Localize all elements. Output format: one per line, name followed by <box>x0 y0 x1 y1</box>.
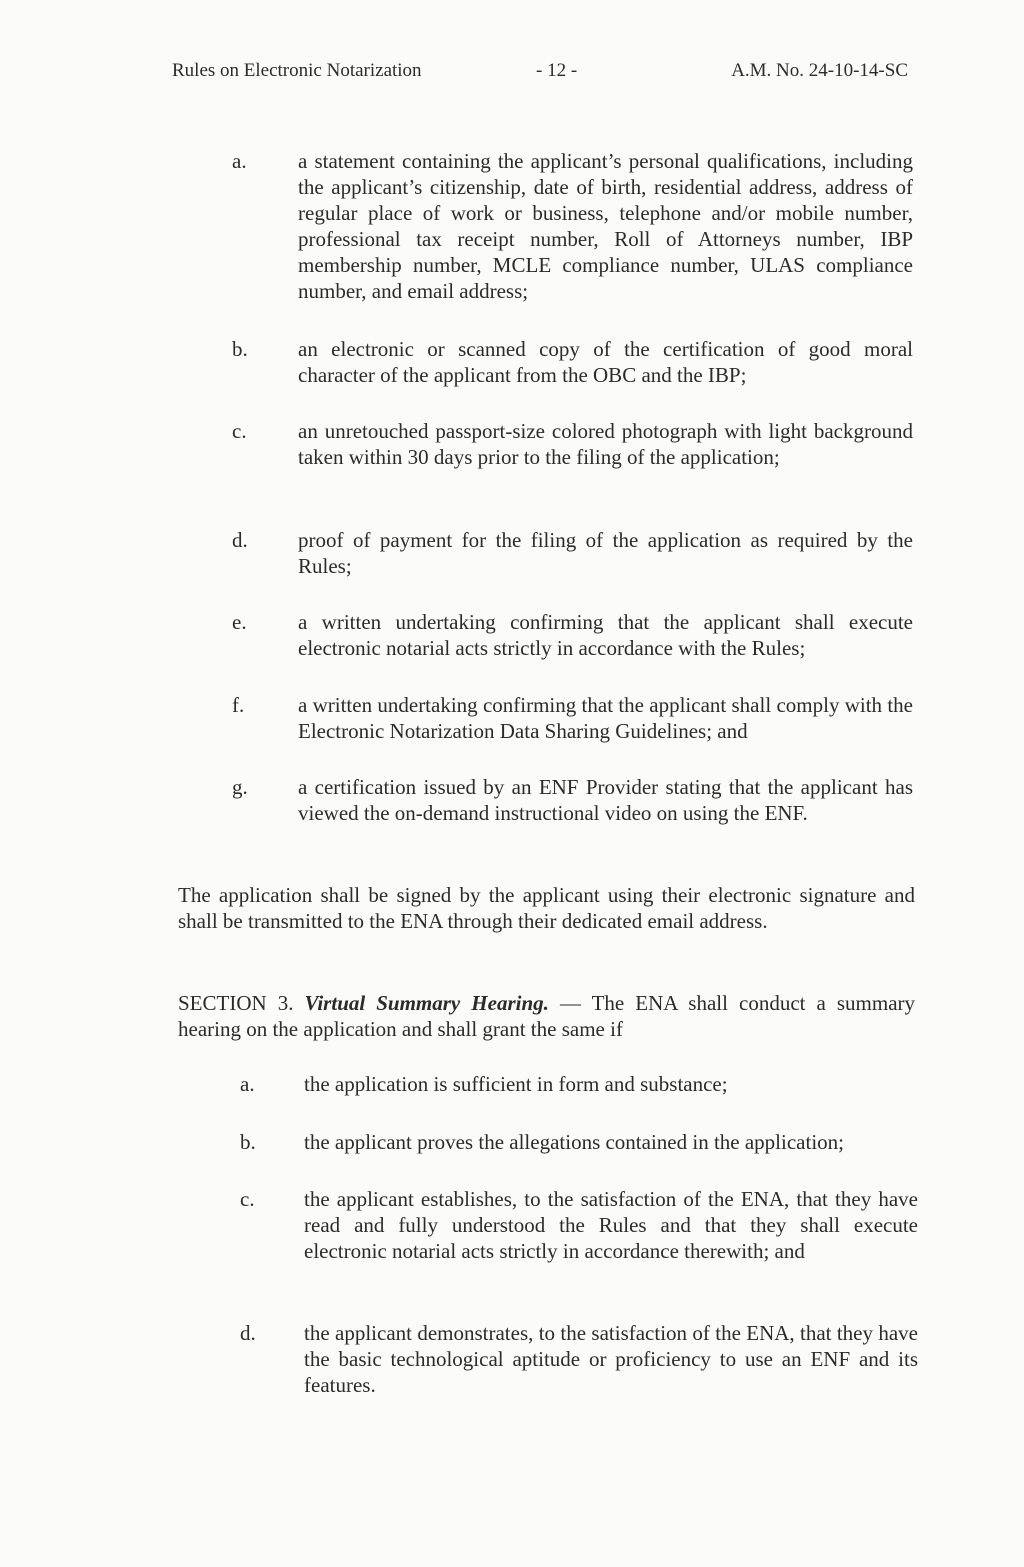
list-item <box>232 336 913 388</box>
list-item-text: the applicant proves the allegations contained in the application; <box>304 1130 844 1154</box>
list-item-text: a written undertaking confirming that the applicant shall comply with the Electronic Notarization Data Sharing Guidelines; and <box>298 693 913 743</box>
section-3-paragraph <box>178 990 915 1042</box>
list-item-letter: d. <box>240 1321 256 1345</box>
header-document-title: Rules on Electronic Notarization <box>172 60 422 81</box>
list-item-text: a statement containing the applicant’s personal qualifications, including the applicant’s citizenship, date of birth, residential address, address of regular place of work or business, telephone and/or mobile number, professional tax receipt number, Roll of Attorneys number, IBP membership number, MCLE compliance number, ULAS compliance number, and email address; <box>298 149 913 303</box>
section-title: Virtual Summary Hearing. <box>304 991 549 1015</box>
list-item <box>232 527 913 579</box>
section-body: — The ENA shall conduct a summary hearing on the application and shall grant the same if <box>178 991 916 1041</box>
list-item-letter: c. <box>240 1187 255 1211</box>
list-item-letter: f. <box>232 693 245 717</box>
list-item-letter: e. <box>232 610 247 634</box>
list-item-text: the applicant demonstrates, to the satisfaction of the ENA, that they have the basic technological aptitude or proficiency to use an ENF and its features. <box>304 1321 918 1397</box>
list-item <box>240 1071 918 1097</box>
list-item-letter: g. <box>232 775 248 799</box>
list-item-letter: a. <box>240 1072 255 1096</box>
list-item-letter: b. <box>240 1130 256 1154</box>
list-item <box>232 418 913 496</box>
list-item-text: the application is sufficient in form and substance; <box>304 1072 728 1096</box>
list-item <box>240 1320 918 1398</box>
list-item-text: an electronic or scanned copy of the certification of good moral character of the applicant from the OBC and the IBP; <box>298 337 913 387</box>
list-item-letter: b. <box>232 337 248 361</box>
page-header <box>172 60 908 88</box>
list-item-text: a written undertaking confirming that the applicant shall execute electronic notarial acts strictly in accordance with the Rules; <box>298 610 913 660</box>
header-case-number: A.M. No. 24-10-14-SC <box>731 60 908 81</box>
application-paragraph: The application shall be signed by the applicant using their electronic signature and shall be transmitted to the ENA through their dedicated email address. <box>178 883 915 933</box>
list-item <box>232 692 913 744</box>
section-label: SECTION 3. <box>178 991 294 1015</box>
list-item-text: the applicant establishes, to the satisfaction of the ENA, that they have read and fully understood the Rules and that they shall execute electronic notarial acts strictly in accordance therewith; and <box>304 1187 918 1263</box>
list-item-letter: c. <box>232 419 247 443</box>
list-item <box>232 609 913 661</box>
list-item <box>240 1129 918 1155</box>
list-item-text: proof of payment for the filing of the application as required by the Rules; <box>298 528 913 578</box>
list-item-text: an unretouched passport-size colored photograph with light background taken within 30 days prior to the filing of the application; <box>298 419 913 469</box>
header-page-number: - 12 - <box>536 60 578 81</box>
list-item <box>232 774 913 852</box>
list-item <box>240 1186 918 1290</box>
list-item-letter: a. <box>232 149 247 173</box>
list-item-text: a certification issued by an ENF Provider stating that the applicant has viewed the on-demand instructional video on using the ENF. <box>298 775 913 825</box>
list-item <box>232 148 913 304</box>
list-item-letter: d. <box>232 528 248 552</box>
